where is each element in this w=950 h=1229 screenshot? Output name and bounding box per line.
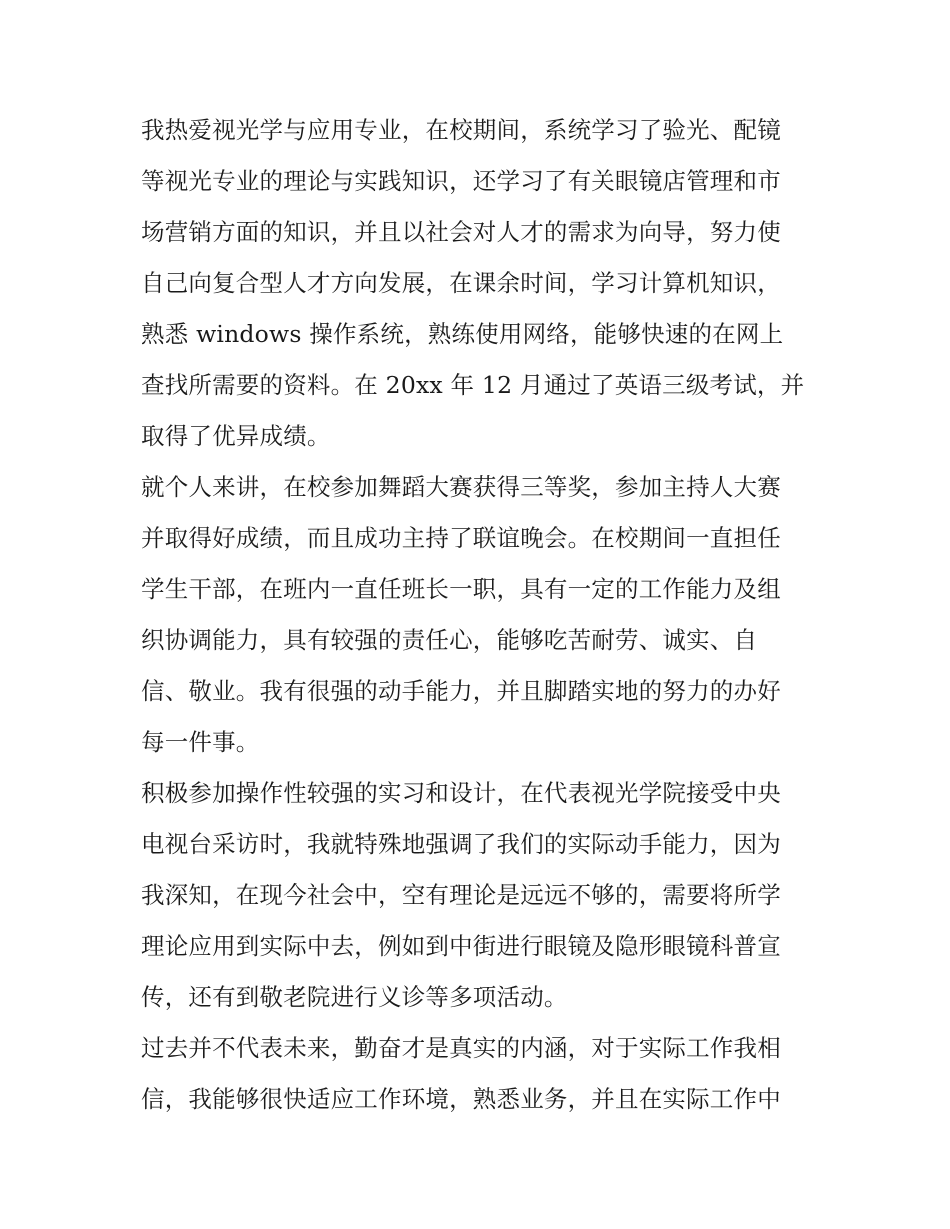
paragraph — [141, 1023, 821, 1125]
text-line: 信，我能够很快适应工作环境，熟悉业务，并且在实际工作中 — [141, 1085, 781, 1113]
paragraph — [141, 462, 821, 768]
text-line: 学生干部，在班内一直任班长一职，具有一定的工作能力及组 — [141, 575, 781, 603]
text-line: 取得了优异成绩。 — [141, 422, 331, 450]
text-line: 传，还有到敬老院进行义诊等多项活动。 — [141, 983, 568, 1011]
text-line: 查找所需要的资料。在 20xx 年 12 月通过了英语三级考试，并 — [141, 371, 805, 399]
text-line: 织协调能力，具有较强的责任心，能够吃苦耐劳、诚实、自 — [141, 626, 758, 654]
text-line: 积极参加操作性较强的实习和设计，在代表视光学院接受中央 — [141, 779, 781, 807]
text-line: 场营销方面的知识，并且以社会对人才的需求为向导，努力使 — [141, 218, 781, 246]
text-line: 过去并不代表未来，勤奋才是真实的内涵，对于实际工作我相 — [141, 1034, 781, 1062]
paragraph — [141, 768, 821, 1023]
text-line: 自己向复合型人才方向发展，在课余时间，学习计算机知识， — [141, 269, 781, 297]
text-line: 电视台采访时，我就特殊地强调了我们的实际动手能力，因为 — [141, 830, 781, 858]
text-line: 就个人来讲，在校参加舞蹈大赛获得三等奖，参加主持人大赛 — [141, 473, 781, 501]
text-line: 我深知，在现今社会中，空有理论是远远不够的，需要将所学 — [141, 881, 781, 909]
document-body — [141, 105, 821, 1125]
text-line: 信、敬业。我有很强的动手能力，并且脚踏实地的努力的办好 — [141, 677, 781, 705]
text-line: 每一件事。 — [141, 728, 260, 756]
paragraph — [141, 105, 821, 462]
text-line: 熟悉 windows 操作系统，熟练使用网络，能够快速的在网上 — [141, 320, 784, 348]
text-line: 等视光专业的理论与实践知识，还学习了有关眼镜店管理和市 — [141, 167, 781, 195]
text-line: 理论应用到实际中去，例如到中街进行眼镜及隐形眼镜科普宣 — [141, 932, 781, 960]
text-line: 并取得好成绩，而且成功主持了联谊晚会。在校期间一直担任 — [141, 524, 781, 552]
text-line: 我热爱视光学与应用专业，在校期间，系统学习了验光、配镜 — [141, 116, 781, 144]
